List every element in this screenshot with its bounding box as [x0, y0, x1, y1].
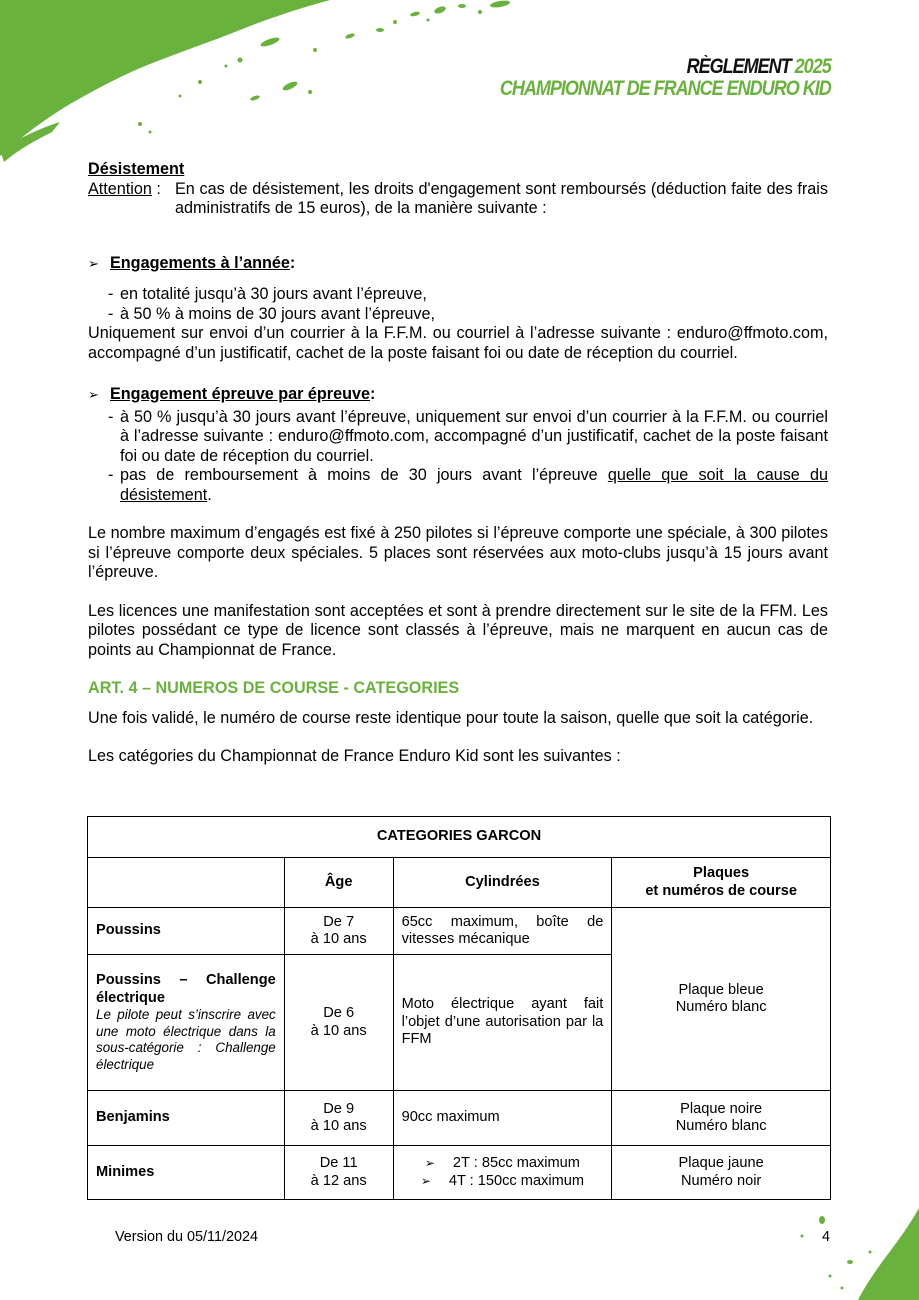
heading-engagement-epreuve: ➢ Engagement épreuve par épreuve :	[88, 385, 376, 403]
attention-label-wrap: Attention :	[88, 179, 161, 198]
list-item: - pas de remboursement à moins de 30 jours avant l’épreuve quelle que soit la cause du désistement.	[108, 466, 828, 504]
green-splash-bottom-right	[790, 1200, 919, 1300]
annee-note: Uniquement sur envoi d’un courrier à la F.F.M. ou courriel à l’adresse suivante : enduro@ffmoto.com, accompagné d’un justificatif, cachet de la poste faisant foi ou date de réception du courriel.	[88, 324, 828, 362]
table-header-row	[88, 858, 831, 908]
category-age: De 11 à 12 ans	[284, 1146, 393, 1200]
heading-engagements-annee: ➢ Engagements à l’année :	[88, 253, 296, 272]
attention-label: Attention	[88, 179, 152, 198]
category-cylindree: 65cc maximum, boîte de vitesses mécanique	[393, 908, 612, 955]
category-age: De 7 à 10 ans	[284, 908, 393, 955]
category-age: De 6 à 10 ans	[284, 955, 393, 1091]
table-title: CATEGORIES GARCON	[88, 817, 831, 858]
art4-paragraph-1: Une fois validé, le numéro de course reste identique pour toute la saison, quelle que soit la catégorie.	[88, 708, 814, 727]
category-age: De 9 à 10 ans	[284, 1091, 393, 1146]
article-4-heading: ART. 4 – NUMEROS DE COURSE - CATEGORIES	[88, 679, 460, 697]
category-plaque: Plaque bleue Numéro blanc	[612, 908, 831, 1091]
section-heading-desistement: Désistement	[88, 160, 185, 178]
annee-list	[88, 285, 828, 324]
green-splash-top-left	[0, 0, 560, 170]
header-plaques: Plaques et numéros de course	[612, 858, 831, 908]
table-header-empty	[88, 858, 285, 908]
category-name: Minimes	[88, 1146, 285, 1200]
category-name: Poussins	[88, 908, 285, 955]
header-age: Âge	[284, 858, 393, 908]
table-row	[88, 1146, 831, 1200]
table-row	[88, 1091, 831, 1146]
list-item: - en totalité jusqu’à 30 jours avant l’épreuve,	[108, 285, 427, 303]
art4-paragraph-2: Les catégories du Championnat de France Enduro Kid sont les suivantes :	[88, 747, 621, 765]
table-row	[88, 908, 831, 955]
category-cylindree: Moto électrique ayant fait l’objet d’une autorisation par la FFM	[393, 955, 612, 1091]
category-plaque: Plaque jaune Numéro noir	[612, 1146, 831, 1200]
list-item: - à 50 % à moins de 30 jours avant l’épreuve,	[108, 304, 435, 323]
category-note: Le pilote peut s’inscrire avec une moto électrique dans la sous-catégorie : Challenge électrique	[96, 1007, 276, 1072]
arrow-bullet-icon: ➢	[88, 255, 99, 271]
footer-version: Version du 05/11/2024	[115, 1229, 258, 1245]
document-body	[88, 160, 828, 767]
epreuve-list	[88, 408, 828, 506]
attention-text: En cas de désistement, les droits d'engagement sont remboursés (déduction faite des frais administratifs de 15 euros), de la manière suivante :	[175, 179, 828, 217]
list-item: - à 50 % jusqu’à 30 jours avant l’épreuve, uniquement sur envoi d’un courrier à la F.F.M. ou courriel à l’adresse suivante : enduro@ffmoto.com, accompagné d’un justificatif, cachet de la poste faisant foi ou date de réception du courriel.	[108, 407, 828, 465]
category-name: Poussins – Challenge électrique Le pilote peut s’inscrire avec une moto électrique dans la sous-catégorie : Challenge électrique	[88, 955, 285, 1091]
categories-table	[87, 816, 831, 1200]
title-line-2: CHAMPIONNAT DE FRANCE ENDURO KID	[500, 77, 831, 100]
arrow-bullet-icon: ➢	[424, 1156, 435, 1170]
document-title	[500, 56, 831, 100]
table-title-row	[88, 817, 831, 858]
title-line-1: RÈGLEMENT 2025	[686, 55, 831, 78]
category-cylindree: 90cc maximum	[393, 1091, 612, 1146]
category-cylindree: ➢ 2T : 85cc maximum ➢ 4T : 150cc maximum	[393, 1146, 612, 1200]
paragraph-licences: Les licences une manifestation sont acceptées et sont à prendre directement sur le site de la FFM. Les pilotes possédant ce type de licence sont classés à l’épreuve, mais ne marquent en aucun cas de points au Championnat de France.	[88, 601, 828, 659]
arrow-bullet-icon: ➢	[88, 387, 99, 402]
attention-paragraph	[88, 180, 828, 219]
category-name: Benjamins	[88, 1091, 285, 1146]
page-number: 4	[822, 1229, 831, 1245]
paragraph-max-engages: Le nombre maximum d’engagés est fixé à 250 pilotes si l’épreuve comporte une spéciale, à 300 pilotes si l’épreuve comporte deux spéciales. 5 places sont réservées aux moto-clubs jusqu’à 15 jours avant l’épreuve.	[88, 524, 828, 581]
category-plaque: Plaque noire Numéro blanc	[612, 1091, 831, 1146]
header-cylindrees: Cylindrées	[393, 858, 612, 908]
arrow-bullet-icon: ➢	[420, 1173, 431, 1188]
